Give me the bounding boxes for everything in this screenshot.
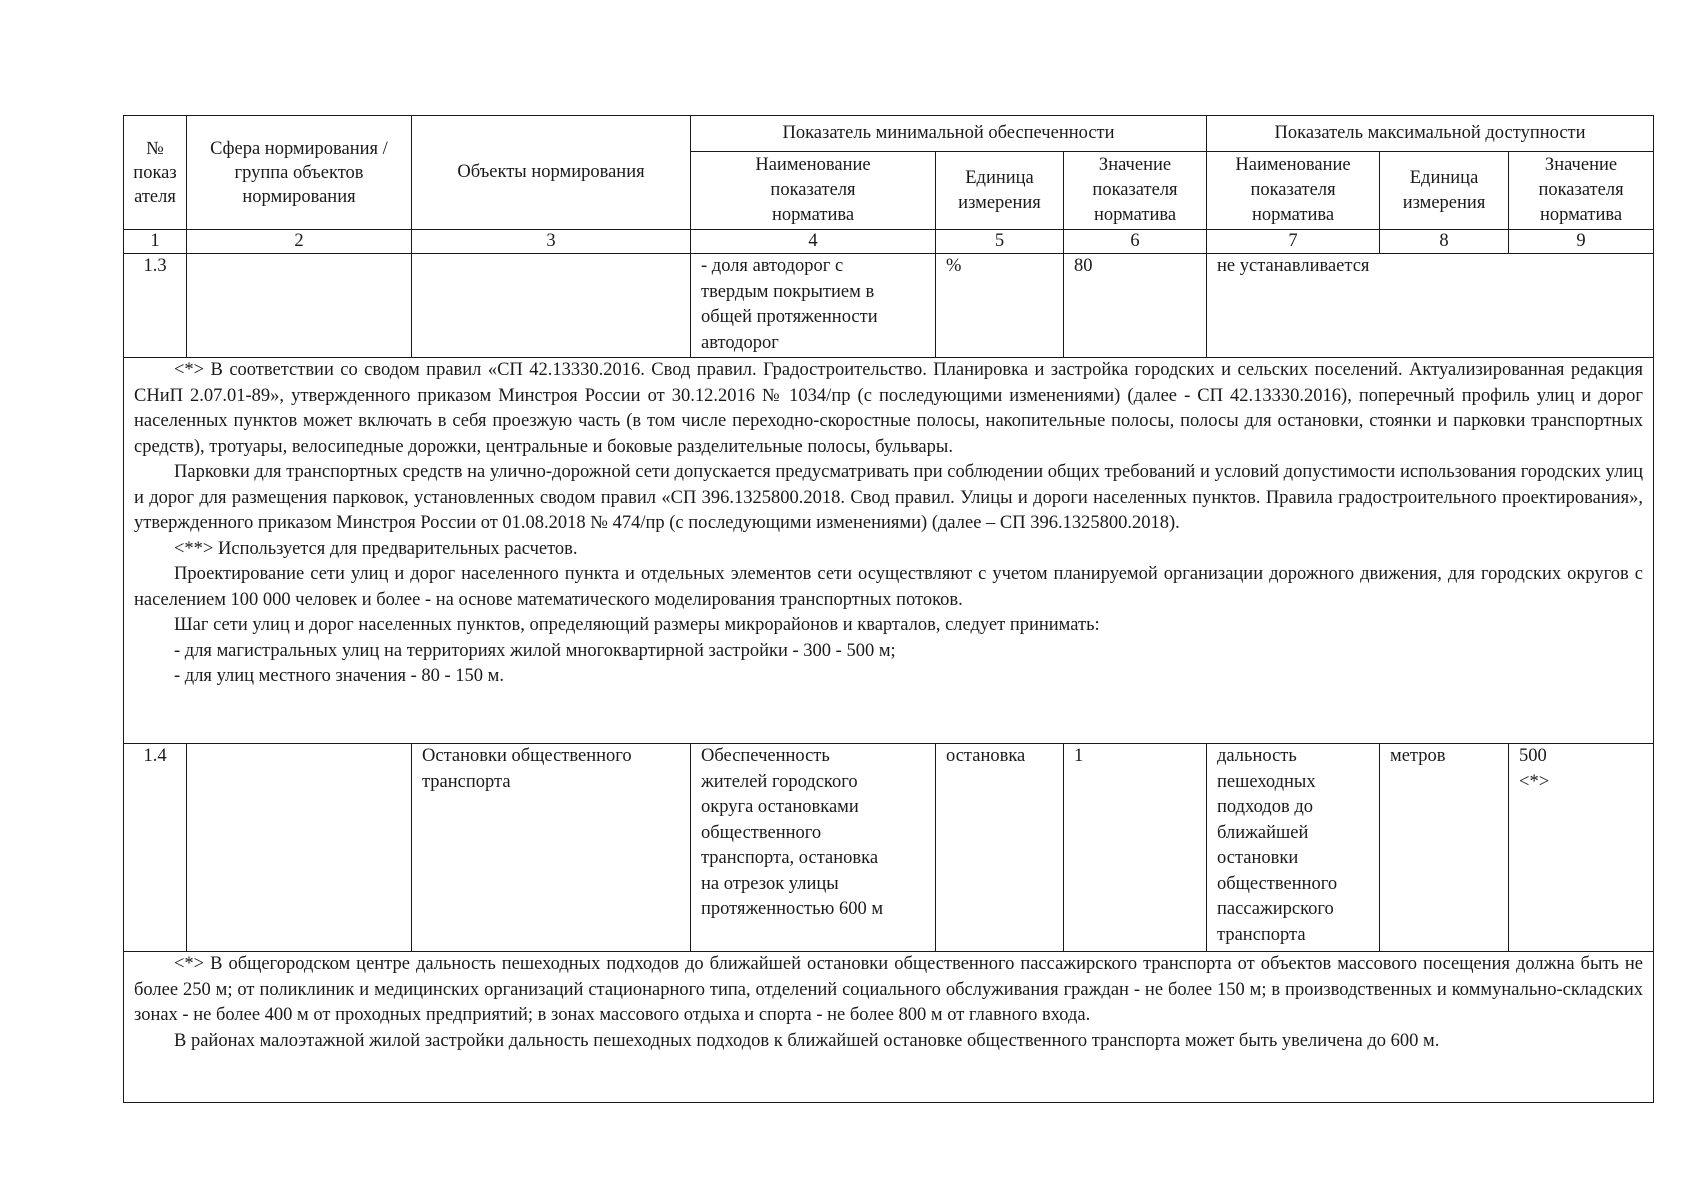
header-sphere: [187, 116, 412, 230]
column-number: 9: [1509, 230, 1654, 254]
header-min-unit: [936, 152, 1064, 230]
cell-text-line: жителей городского: [701, 771, 858, 792]
header-text-line: ателя: [134, 186, 176, 207]
row-min-value: 80: [1064, 254, 1207, 358]
header-group-max: Показатель максимальной доступности: [1207, 116, 1654, 152]
header-text-line: показателя: [1250, 180, 1336, 200]
cell-text-line: общественного: [701, 822, 822, 843]
cell-text-line: ближайшей: [1217, 822, 1309, 843]
cell-text-line: автодорог: [701, 332, 779, 353]
header-max-unit: [1380, 152, 1509, 230]
cell-text-line: Обеспеченность: [701, 746, 830, 766]
header-group-min: Показатель минимальной обеспеченности: [691, 116, 1207, 152]
cell-text-line: округа остановками: [701, 797, 859, 817]
note-paragraph: <*> В общегородском центре дальность пешеходных подходов до ближайшей остановки общественного пассажирского транспорта от объектов массового посещения должна быть не более 250 м; от поликлиник и медицинских организаций стационарного типа, отделений социального обслуживания граждан - не более 150 м; в производственных и коммунально-складских зонах - не более 400 м от проходных предприятий; в зонах массового отдыха и спорта - не более 800 м от главного входа.: [134, 954, 1644, 1025]
header-text-line: Значение: [1544, 155, 1618, 175]
note-paragraph: - для магистральных улиц на территориях жилой многоквартирной застройки - 300 - 500 м;: [174, 640, 896, 661]
column-number: 8: [1380, 230, 1509, 254]
notes-block: [124, 952, 1654, 1103]
column-number: 7: [1207, 230, 1380, 254]
header-text-line: измерения: [958, 192, 1041, 213]
normatives-table: [123, 115, 1654, 1103]
row-max-name: [1207, 744, 1380, 952]
header-text-line: Единица: [965, 167, 1034, 188]
column-number: 6: [1064, 230, 1207, 254]
column-number: 5: [936, 230, 1064, 254]
header-text-line: №: [146, 138, 164, 159]
note-paragraph: - для улиц местного значения - 80 - 150 м.: [174, 666, 505, 686]
row-number: 1.4: [124, 744, 187, 952]
cell-text-line: транспорта: [422, 771, 511, 792]
header-text-line: показателя: [1092, 180, 1178, 200]
row-sphere: [187, 254, 412, 358]
header-text-line: Сфера нормирования /: [210, 138, 388, 159]
header-objects: Объекты нормирования: [412, 116, 691, 230]
note-paragraph: Парковки для транспортных средств на улично-дорожной сети допускается предусматривать при соблюдении общих требований и условий допустимости использования городских улиц и дорог для размещения парковок, установленных сводом правил «СП 396.1325800.2018. Свод правил. Улицы и дороги населенных пунктов. Правила градостроительного проектирования», утвержденного приказом Минстроя России от 01.08.2018 № 474/пр (с последующими изменениями) (далее – СП 396.1325800.2018).: [134, 462, 1644, 533]
header-text-line: измерения: [1402, 192, 1486, 213]
cell-text-line: дальность: [1217, 746, 1297, 766]
header-min-name: [691, 152, 936, 230]
header-text-line: норматива: [1251, 205, 1335, 225]
notes-row: [124, 358, 1654, 744]
header-text-line: норматива: [771, 205, 855, 225]
cell-text-line: пешеходных: [1217, 771, 1316, 792]
row-number: 1.3: [124, 254, 187, 358]
cell-text-line: твердым покрытием в: [701, 281, 875, 302]
row-objects: [412, 254, 691, 358]
header-text-line: нормирования: [242, 186, 356, 207]
header-text-line: норматива: [1093, 205, 1177, 225]
row-max-value: [1509, 744, 1654, 952]
table-row: [124, 254, 1654, 358]
row-sphere: [187, 744, 412, 952]
column-number: 4: [691, 230, 936, 254]
note-paragraph: <*> В соответствии со сводом правил «СП 42.13330.2016. Свод правил. Градостроительство. Планировка и застройка городских и сельских поселений. Актуализированная редакция СНиП 2.07.01-89», утвержденного приказом Минстроя России от 30.12.2016 № 1034/пр (с последующими изменениями) (далее - СП 42.13330.2016), поперечный профиль улиц и дорог населенных пунктов может включать в себя проезжую часть (в том числе переходно-скоростные полосы, накопительные полосы, полосы для остановки, стоянки и парковки транспортных средств), тротуары, велосипедные дорожки, центральные и боковые разделительные полосы, бульвары.: [134, 360, 1644, 457]
row-objects: [412, 744, 691, 952]
cell-text-line: остановки: [1217, 848, 1299, 868]
header-text-line: Наименование: [755, 155, 871, 175]
note-paragraph: Шаг сети улиц и дорог населенных пунктов, определяющий размеры микрорайонов и кварталов, следует принимать:: [174, 615, 1100, 635]
cell-text-line: общей протяженности: [701, 307, 878, 327]
cell-text-line: протяженностью 600 м: [701, 899, 884, 919]
header-text-line: показателя: [770, 180, 856, 200]
row-min-unit: остановка: [936, 744, 1064, 952]
header-text-line: показателя: [1538, 180, 1624, 200]
header-text-line: Наименование: [1235, 155, 1351, 175]
cell-text-line: подходов до: [1217, 797, 1313, 817]
row-max-unit: метров: [1380, 744, 1509, 952]
cell-text-line: 500: [1519, 746, 1547, 766]
header-text-line: норматива: [1539, 205, 1623, 225]
header-text-line: группа объектов: [234, 162, 364, 183]
header-indicator-number: [124, 116, 187, 230]
header-max-name: [1207, 152, 1380, 230]
cell-text-line: на отрезок улицы: [701, 873, 839, 894]
cell-text-line: Остановки общественного: [422, 746, 632, 766]
row-min-name: [691, 254, 936, 358]
row-min-value: 1: [1064, 744, 1207, 952]
cell-text-line: <*>: [1519, 771, 1550, 792]
row-min-unit: %: [936, 254, 1064, 358]
note-paragraph: Проектирование сети улиц и дорог населенного пункта и отдельных элементов сети осуществляют с учетом планируемой организации дорожного движения, для городских округов с населением 100 000 человек и более - на основе математического моделирования транспортных потоков.: [134, 564, 1644, 610]
cell-text-line: общественного: [1217, 873, 1338, 894]
cell-text-line: транспорта, остановка: [701, 848, 879, 868]
row-max-text: не устанавливается: [1207, 254, 1654, 358]
row-min-name: [691, 744, 936, 952]
notes-row: [124, 952, 1654, 1103]
header-text-line: Значение: [1098, 155, 1172, 175]
header-min-value: [1064, 152, 1207, 230]
column-number: 2: [187, 230, 412, 254]
column-number: 1: [124, 230, 187, 254]
header-max-value: [1509, 152, 1654, 230]
cell-text-line: пассажирского: [1217, 899, 1334, 919]
cell-text-line: транспорта: [1217, 924, 1306, 945]
header-text-line: Единица: [1409, 167, 1479, 188]
table-row: [124, 744, 1654, 952]
notes-block: [124, 358, 1654, 744]
cell-text-line: - доля автодорог с: [701, 256, 844, 276]
column-number: 3: [412, 230, 691, 254]
header-text-line: показ: [133, 162, 177, 183]
note-paragraph: В районах малоэтажной жилой застройки дальность пешеходных подходов к ближайшей остановке общественного транспорта может быть увеличена до 600 м.: [174, 1030, 1440, 1051]
note-paragraph: <**> Используется для предварительных расчетов.: [174, 538, 578, 559]
